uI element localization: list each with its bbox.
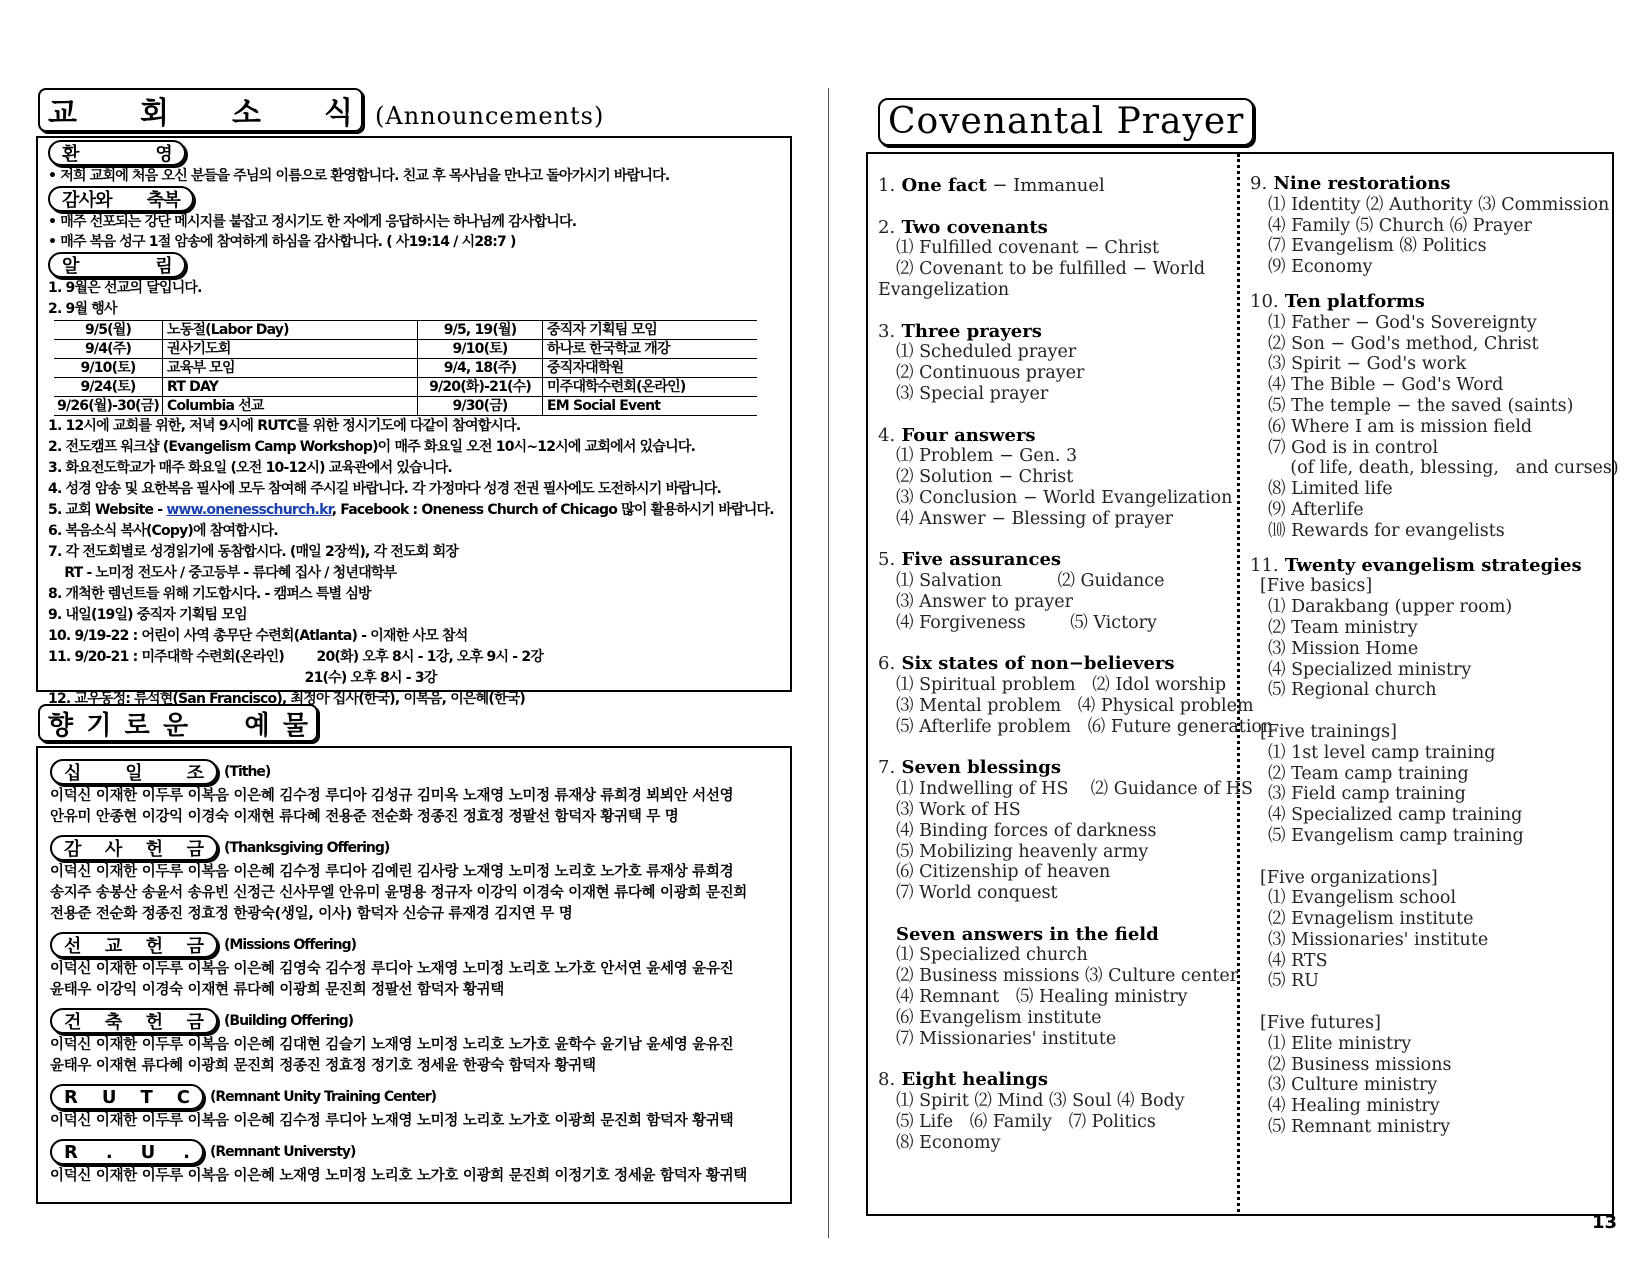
spacer bbox=[878, 634, 1230, 655]
prayer-item: ⑸ Evangelism camp training bbox=[1268, 825, 1524, 846]
prayer-item: ⑷ Binding forces of darkness bbox=[896, 820, 1157, 841]
prayer-item-wrap: Evangelization bbox=[878, 279, 1010, 300]
covenant-title: Covenantal Prayer bbox=[878, 98, 1254, 146]
prayer-item: ⑶ Missionaries' institute bbox=[1268, 929, 1489, 950]
schedule-row bbox=[54, 321, 757, 340]
spacer bbox=[1250, 278, 1605, 292]
prayer-heading bbox=[878, 1070, 1230, 1091]
offering-label bbox=[50, 759, 218, 785]
offering-label-char: 일 bbox=[125, 763, 143, 784]
spacer bbox=[1250, 992, 1605, 1013]
prayer-heading bbox=[878, 176, 1230, 197]
thanks-line: • 매주 복음 성구 1절 암송에 참여하게 하심을 감사합니다. ( 사19:14 / 시28:7 ) bbox=[48, 234, 516, 250]
prayer-title: Eight healings bbox=[901, 1069, 1048, 1091]
prayer-item: ⑶ Work of HS bbox=[896, 799, 1021, 820]
schedule-cell: 9/5(월) bbox=[54, 321, 163, 340]
prayer-item: ⑶ Mission Home bbox=[1268, 638, 1419, 659]
offering-label-en: (Tithe) bbox=[224, 764, 271, 780]
offering-label-char: R bbox=[64, 1141, 78, 1163]
prayer-title: Two covenants bbox=[901, 216, 1048, 238]
notice-item: 10. 9/19-22 : 어린이 사역 총무단 수련회(Atlanta) - 이재한 사모 참석 bbox=[48, 628, 468, 644]
notice-line: 1. 9월은 선교의 달입니다. bbox=[48, 280, 202, 296]
offering-names: 이덕신 이재한 이두루 이복음 이은혜 김영숙 김수정 루디아 노재영 노미정 노리호 노가호 안서연 윤세영 윤유진 bbox=[50, 961, 734, 977]
prayer-title: Six states of non−believers bbox=[901, 653, 1175, 675]
offering-label-char: 금 bbox=[186, 936, 204, 957]
spacer bbox=[878, 738, 1230, 759]
prayer-tail: − Immanuel bbox=[986, 175, 1105, 196]
offering-label-char: 선 bbox=[64, 936, 82, 957]
prayer-heading bbox=[878, 322, 1230, 343]
offering-section bbox=[50, 1138, 786, 1187]
offering-section bbox=[50, 758, 786, 828]
schedule-cell: 하나로 한국학교 개강 bbox=[543, 340, 758, 359]
announcements-title: 교 회 소 식 bbox=[38, 88, 363, 132]
prayer-number: 6. bbox=[878, 653, 896, 675]
notice-line: 2. 9월 행사 bbox=[48, 301, 117, 317]
spacer bbox=[878, 1049, 1230, 1070]
offering-names: 이덕신 이재한 이두루 이복음 이은혜 김대현 김슬기 노재영 노미정 노리호 노가호 윤학수 윤기남 윤세영 윤유진 bbox=[50, 1037, 734, 1053]
prayer-number: 4. bbox=[878, 424, 896, 446]
offering-label-char: 축 bbox=[104, 1012, 123, 1033]
prayer-title: Five assurances bbox=[901, 549, 1062, 571]
schedule-cell: 9/20(화)-21(수) bbox=[418, 378, 543, 397]
offering-label-char: 헌 bbox=[145, 1012, 164, 1033]
website-link[interactable]: www.onenesschurch.kr bbox=[166, 502, 332, 518]
offering-label-char: 조 bbox=[186, 763, 204, 784]
offering-label-char: 금 bbox=[186, 1012, 204, 1033]
prayer-title: Nine restorations bbox=[1273, 173, 1451, 194]
notice-item: 21(수) 오후 8시 - 3강 bbox=[48, 670, 437, 686]
prayer-item: ⑷ RTS bbox=[1268, 950, 1328, 971]
schedule-cell: 노동절(Labor Day) bbox=[163, 321, 418, 340]
prayer-heading bbox=[1250, 174, 1605, 195]
offering-names: 안유미 안종현 이강익 이경숙 이재현 류다혜 전용준 전순화 정종진 정효정 정팔선 함덕자 황귀택 무 명 bbox=[50, 809, 679, 825]
notice-item: 12. 교우동정: 류석현(San Francisco), 최정아 집사(한국), 이복음, 이은혜(한국) bbox=[48, 691, 526, 707]
prayer-number: 2. bbox=[878, 216, 896, 238]
spacer bbox=[878, 197, 1230, 218]
spacer bbox=[1250, 701, 1605, 722]
prayer-item: ⑹ Citizenship of heaven bbox=[896, 862, 1111, 883]
offering-label-char: 십 bbox=[64, 763, 82, 784]
schedule-cell: 9/4, 18(주) bbox=[418, 359, 543, 378]
covenant-right-column bbox=[1250, 173, 1619, 1138]
offering-section bbox=[50, 1083, 786, 1132]
offering-names: 이덕신 이재한 이두루 이복음 이은혜 김수정 루디아 노재영 노미정 노리호 노가호 이광희 문진희 함덕자 황귀택 bbox=[50, 1113, 734, 1129]
prayer-heading bbox=[1250, 556, 1605, 577]
announcements-header bbox=[38, 88, 604, 132]
offering-label-char: 금 bbox=[186, 839, 204, 860]
offering-section bbox=[50, 834, 786, 925]
prayer-item: ⑵ Business missions bbox=[1268, 1054, 1452, 1075]
schedule-row bbox=[54, 359, 757, 378]
schedule-table bbox=[54, 320, 757, 416]
offering-names: 이덕신 이재한 이두루 이복음 이은혜 노재영 노미정 노리호 노가호 이광희 문진희 이정기호 정세윤 함덕자 황귀택 bbox=[50, 1168, 747, 1184]
strategy-group-name: [Five organizations] bbox=[1260, 867, 1438, 888]
offering-label-char: 교 bbox=[104, 936, 123, 957]
prayer-item: ⑷ Specialized ministry bbox=[1268, 659, 1472, 680]
offering-label-en: (Building Offering) bbox=[224, 1013, 353, 1029]
prayer-number: 9. bbox=[1250, 173, 1268, 194]
prayer-item: ⑴ Problem − Gen. 3 bbox=[896, 446, 1078, 467]
offering-label-char: . bbox=[183, 1141, 190, 1163]
offering-label-char: R bbox=[64, 1086, 78, 1108]
offering-label-en: (Thanksgiving Offering) bbox=[224, 840, 390, 856]
schedule-cell: 9/5, 19(월) bbox=[418, 321, 543, 340]
prayer-item: ⑴ Specialized church bbox=[896, 945, 1088, 966]
prayer-heading bbox=[878, 218, 1230, 239]
prayer-item: ⑵ Business missions ⑶ Culture center bbox=[896, 966, 1239, 987]
offering-names: 송지주 송봉산 송윤서 송유빈 신정근 신사무엘 안유미 윤명용 정규자 이강익 이경숙 이재현 류다혜 이광희 문진희 bbox=[50, 885, 747, 901]
notice-item: 2. 전도캠프 워크샵 (Evangelism Camp Workshop)이 매주 화요일 오전 10시~12시에 교회에서 있습니다. bbox=[48, 439, 696, 455]
schedule-cell: RT DAY bbox=[163, 378, 418, 397]
offering-label bbox=[50, 1139, 204, 1165]
offering-label bbox=[50, 1084, 204, 1110]
prayer-item: ⑸ RU bbox=[1268, 971, 1319, 992]
prayer-item: ⑹ Evangelism institute bbox=[896, 1007, 1102, 1028]
prayer-item: ⑵ Solution − Christ bbox=[896, 467, 1074, 488]
prayer-item: ⑸ Remnant ministry bbox=[1268, 1117, 1451, 1138]
schedule-cell: 9/26(월)-30(금) bbox=[54, 397, 163, 416]
notice-item: 7. 각 전도회별로 성경읽기에 동참합시다. (매일 2장씩), 각 전도회 회장 bbox=[48, 544, 459, 560]
strategy-group-name: [Five trainings] bbox=[1260, 721, 1397, 742]
prayer-item: ⑶ Spirit − God's work bbox=[1268, 354, 1467, 375]
schedule-cell: 중직자대학원 bbox=[543, 359, 758, 378]
prayer-item: ⑴ Salvation ⑵ Guidance bbox=[896, 571, 1165, 592]
prayer-item: ⑷ Family ⑸ Church ⑹ Prayer bbox=[1268, 215, 1532, 236]
prayer-item: ⑹ Where I am is mission field bbox=[1268, 416, 1533, 437]
spacer bbox=[1250, 847, 1605, 868]
prayer-item: ⑸ The temple − the saved (saints) bbox=[1268, 395, 1574, 416]
column-divider bbox=[1237, 154, 1240, 1212]
schedule-row bbox=[54, 397, 757, 416]
offering-names: 윤태우 이재현 류다혜 이광희 문진희 정종진 정효정 정기호 정세윤 한광숙 함덕자 황귀택 bbox=[50, 1058, 596, 1074]
notice-item: 5. 교회 Website - www.onenesschurch.kr, Facebook : Oneness Church of Chicago 많이 활용하시기 바랍니다. bbox=[48, 502, 774, 518]
prayer-item: ⑶ Mental problem ⑷ Physical problem bbox=[896, 695, 1254, 716]
prayer-item: ⑷ Answer − Blessing of prayer bbox=[896, 508, 1174, 529]
strategy-group-name: [Five basics] bbox=[1260, 576, 1373, 597]
offering-names: 전용준 전순화 정종진 정효정 한광숙(생일, 이사) 함덕자 신승규 류재경 김지연 무 명 bbox=[50, 906, 573, 922]
prayer-heading bbox=[878, 550, 1230, 571]
offering-names: 이덕신 이재한 이두루 이복음 이은혜 김수정 루디아 김성규 김미옥 노재영 노미정 류재상 류희경 뵈뵈안 서선영 bbox=[50, 788, 734, 804]
spacer bbox=[878, 530, 1230, 551]
prayer-title: One fact bbox=[901, 175, 987, 196]
prayer-heading bbox=[1250, 292, 1605, 313]
offering-header bbox=[50, 1007, 786, 1035]
offering-label-char: 감 bbox=[64, 839, 82, 860]
prayer-item: ⑵ Team ministry bbox=[1268, 617, 1418, 638]
offering-label bbox=[50, 1008, 218, 1034]
prayer-title: Twenty evangelism strategies bbox=[1284, 554, 1582, 576]
offering-section bbox=[50, 1007, 786, 1077]
schedule-cell: 9/10(토) bbox=[418, 340, 543, 359]
notice-item: 6. 복음소식 복사(Copy)에 참여합시다. bbox=[48, 523, 278, 539]
prayer-number: 5. bbox=[878, 549, 896, 571]
prayer-item: ⑻ Limited life bbox=[1268, 479, 1393, 500]
prayer-item: ⑺ God is in control bbox=[1268, 437, 1439, 458]
prayer-item: ⑴ Spirit ⑵ Mind ⑶ Soul ⑷ Body bbox=[896, 1091, 1185, 1112]
offering-label-char: 헌 bbox=[145, 839, 164, 860]
prayer-heading bbox=[878, 654, 1230, 675]
prayer-number: 10. bbox=[1250, 290, 1279, 312]
prayer-number: 3. bbox=[878, 320, 896, 342]
prayer-item: ⑴ Spiritual problem ⑵ Idol worship bbox=[896, 675, 1227, 696]
notice-label: 알 림 bbox=[48, 252, 186, 278]
prayer-item: ⑶ Culture ministry bbox=[1268, 1075, 1438, 1096]
spacer bbox=[878, 301, 1230, 322]
offering-label-char: . bbox=[105, 1141, 113, 1163]
offering-header bbox=[50, 758, 786, 786]
thanks-line: • 매주 선포되는 강단 메시지를 붙잡고 정시기도 한 자에게 응답하시는 하나님께 감사합니다. bbox=[48, 214, 577, 230]
offering-names: 윤태우 이강익 이경숙 이재현 류다혜 이광희 문진희 정팔선 함덕자 황귀택 bbox=[50, 982, 504, 998]
prayer-item: (of life, death, blessing, and curses) bbox=[1268, 458, 1619, 479]
offering-label-en: (Remnant Unity Training Center) bbox=[210, 1089, 437, 1105]
prayer-title: Four answers bbox=[901, 424, 1036, 446]
prayer-item: ⑴ Fulfilled covenant − Christ bbox=[896, 238, 1160, 259]
prayer-title: Seven answers in the field bbox=[896, 923, 1159, 945]
thanks-label: 감사와 축복 bbox=[48, 186, 194, 212]
prayer-item: ⑽ Rewards for evangelists bbox=[1268, 520, 1505, 541]
offering-label-char: C bbox=[176, 1086, 190, 1108]
prayer-item: ⑷ Specialized camp training bbox=[1268, 805, 1523, 826]
prayer-item: ⑵ Team camp training bbox=[1268, 763, 1469, 784]
notice-item: 9. 내일(19일) 중직자 기획팀 모임 bbox=[48, 607, 247, 623]
offering-label-char: 사 bbox=[104, 839, 123, 860]
prayer-item: ⑶ Special prayer bbox=[896, 383, 1049, 404]
prayer-item: ⑸ Mobilizing heavenly army bbox=[896, 841, 1149, 862]
prayer-heading bbox=[878, 925, 1230, 946]
prayer-title: Three prayers bbox=[901, 320, 1042, 342]
schedule-cell: 교육부 모임 bbox=[163, 359, 418, 378]
welcome-label: 환 영 bbox=[48, 140, 186, 166]
spacer bbox=[1250, 542, 1605, 556]
prayer-item: ⑷ Forgiveness ⑸ Victory bbox=[896, 612, 1157, 633]
welcome-text: • 저희 교회에 처음 오신 분들을 주님의 이름으로 환영합니다. 친교 후 목사님을 만나고 돌아가시기 바랍니다. bbox=[48, 168, 670, 184]
prayer-item: ⑼ Afterlife bbox=[1268, 499, 1364, 520]
offering-header bbox=[50, 931, 786, 959]
prayer-item: ⑺ Missionaries' institute bbox=[896, 1028, 1117, 1049]
offering-label-char: U bbox=[140, 1141, 156, 1163]
prayer-item: ⑵ Son − God's method, Christ bbox=[1268, 333, 1539, 354]
notice-item: 11. 9/20-21 : 미주대학 수련회(온라인) 20(화) 오후 8시 - 1강, 오후 9시 - 2강 bbox=[48, 649, 544, 665]
notice-item: 8. 개척한 렘넌트들 위해 기도합시다. - 캠퍼스 특별 심방 bbox=[48, 586, 371, 602]
prayer-item: ⑴ Evangelism school bbox=[1268, 888, 1457, 909]
prayer-item: ⑺ Evangelism ⑻ Politics bbox=[1268, 236, 1487, 257]
prayer-item: ⑺ World conquest bbox=[896, 883, 1058, 904]
prayer-title: Seven blessings bbox=[901, 757, 1061, 779]
prayer-item: ⑷ Remnant ⑸ Healing ministry bbox=[896, 987, 1188, 1008]
schedule-cell: 9/4(주) bbox=[54, 340, 163, 359]
prayer-heading bbox=[878, 426, 1230, 447]
prayer-item: ⑶ Answer to prayer bbox=[896, 591, 1073, 612]
prayer-number: 11. bbox=[1250, 554, 1279, 576]
prayer-item: ⑵ Evnagelism institute bbox=[1268, 909, 1474, 930]
announcements-box bbox=[36, 136, 792, 707]
offering-label bbox=[50, 835, 218, 861]
prayer-item: ⑵ Covenant to be fulfilled − World bbox=[896, 259, 1206, 280]
schedule-cell: Columbia 선교 bbox=[163, 397, 418, 416]
notice-item: RT - 노미정 전도사 / 중고등부 - 류다혜 집사 / 청년대학부 bbox=[48, 565, 397, 581]
offerings-title: 향 기 로 운 예 물 bbox=[38, 704, 318, 742]
notice-item: 4. 성경 암송 및 요한복음 필사에 모두 참여해 주시길 바랍니다. 각 가정마다 성경 전권 필사에도 도전하시기 바랍니다. bbox=[48, 481, 721, 497]
schedule-cell: 미주대학수련회(온라인) bbox=[543, 378, 758, 397]
offering-label-char: U bbox=[101, 1086, 117, 1108]
spacer bbox=[878, 405, 1230, 426]
spacer bbox=[878, 904, 1230, 925]
schedule-cell: EM Social Event bbox=[543, 397, 758, 416]
prayer-item: ⑷ The Bible − God's Word bbox=[1268, 375, 1504, 396]
notice-item: 3. 화요전도학교가 매주 화요일 (오전 10-12시) 교육관에서 있습니다. bbox=[48, 460, 452, 476]
strategy-group-name: [Five futures] bbox=[1260, 1013, 1381, 1034]
offerings-box bbox=[36, 746, 792, 1204]
offering-label bbox=[50, 932, 218, 958]
page-number: 13 bbox=[1592, 1212, 1618, 1233]
schedule-cell: 중직자 기획팀 모임 bbox=[543, 321, 758, 340]
schedule-cell: 9/24(토) bbox=[54, 378, 163, 397]
prayer-heading bbox=[878, 758, 1230, 779]
offering-label-en: (Remnant Universty) bbox=[210, 1144, 356, 1160]
prayer-item: ⑴ 1st level camp training bbox=[1268, 742, 1496, 763]
prayer-item: ⑸ Regional church bbox=[1268, 680, 1437, 701]
prayer-item: ⑸ Life ⑹ Family ⑺ Politics bbox=[896, 1111, 1156, 1132]
prayer-title: Ten platforms bbox=[1284, 290, 1425, 312]
prayer-item: ⑶ Conclusion − World Evangelization bbox=[896, 487, 1233, 508]
prayer-number: 8. bbox=[878, 1069, 896, 1091]
offering-label-char: 건 bbox=[64, 1012, 82, 1033]
prayer-item: ⑷ Healing ministry bbox=[1268, 1096, 1440, 1117]
notice-item: 1. 12시에 교회를 위한, 저녁 9시에 RUTC를 위한 정시기도에 다같이 참여합시다. bbox=[48, 418, 521, 434]
prayer-item: ⑴ Indwelling of HS ⑵ Guidance of HS bbox=[896, 779, 1254, 800]
prayer-item: ⑴ Darakbang (upper room) bbox=[1268, 597, 1513, 618]
prayer-item: ⑵ Continuous prayer bbox=[896, 363, 1085, 384]
prayer-item: ⑴ Scheduled prayer bbox=[896, 342, 1077, 363]
schedule-row bbox=[54, 340, 757, 359]
offering-label-char: T bbox=[140, 1086, 153, 1108]
prayer-item: ⑴ Elite ministry bbox=[1268, 1033, 1412, 1054]
prayer-number: 7. bbox=[878, 757, 896, 779]
offering-section bbox=[50, 931, 786, 1001]
schedule-row bbox=[54, 378, 757, 397]
prayer-item: ⑴ Identity ⑵ Authority ⑶ Commission bbox=[1268, 194, 1610, 215]
offering-label-en: (Missions Offering) bbox=[224, 937, 357, 953]
prayer-item: ⑸ Afterlife problem ⑹ Future generation bbox=[896, 716, 1274, 737]
prayer-item: ⑴ Father − God's Sovereignty bbox=[1268, 312, 1537, 333]
offering-label-char: 헌 bbox=[145, 936, 164, 957]
schedule-cell: 권사기도회 bbox=[163, 340, 418, 359]
prayer-item: ⑻ Economy bbox=[896, 1132, 1001, 1153]
prayer-item: ⑼ Economy bbox=[1268, 257, 1373, 278]
prayer-number: 1. bbox=[878, 175, 896, 196]
offering-header bbox=[50, 834, 786, 862]
page-divider bbox=[828, 88, 829, 1238]
offering-names: 이덕신 이재한 이두루 이복음 이은혜 김수정 루디아 김예린 김사랑 노재영 노미정 노리호 노가호 류재상 류희경 bbox=[50, 864, 734, 880]
schedule-cell: 9/30(금) bbox=[418, 397, 543, 416]
announcements-title-en: (Announcements) bbox=[375, 102, 605, 130]
schedule-cell: 9/10(토) bbox=[54, 359, 163, 378]
offering-header bbox=[50, 1083, 786, 1111]
prayer-item: ⑶ Field camp training bbox=[1268, 784, 1466, 805]
offering-header bbox=[50, 1138, 786, 1166]
offerings-header bbox=[38, 704, 318, 742]
